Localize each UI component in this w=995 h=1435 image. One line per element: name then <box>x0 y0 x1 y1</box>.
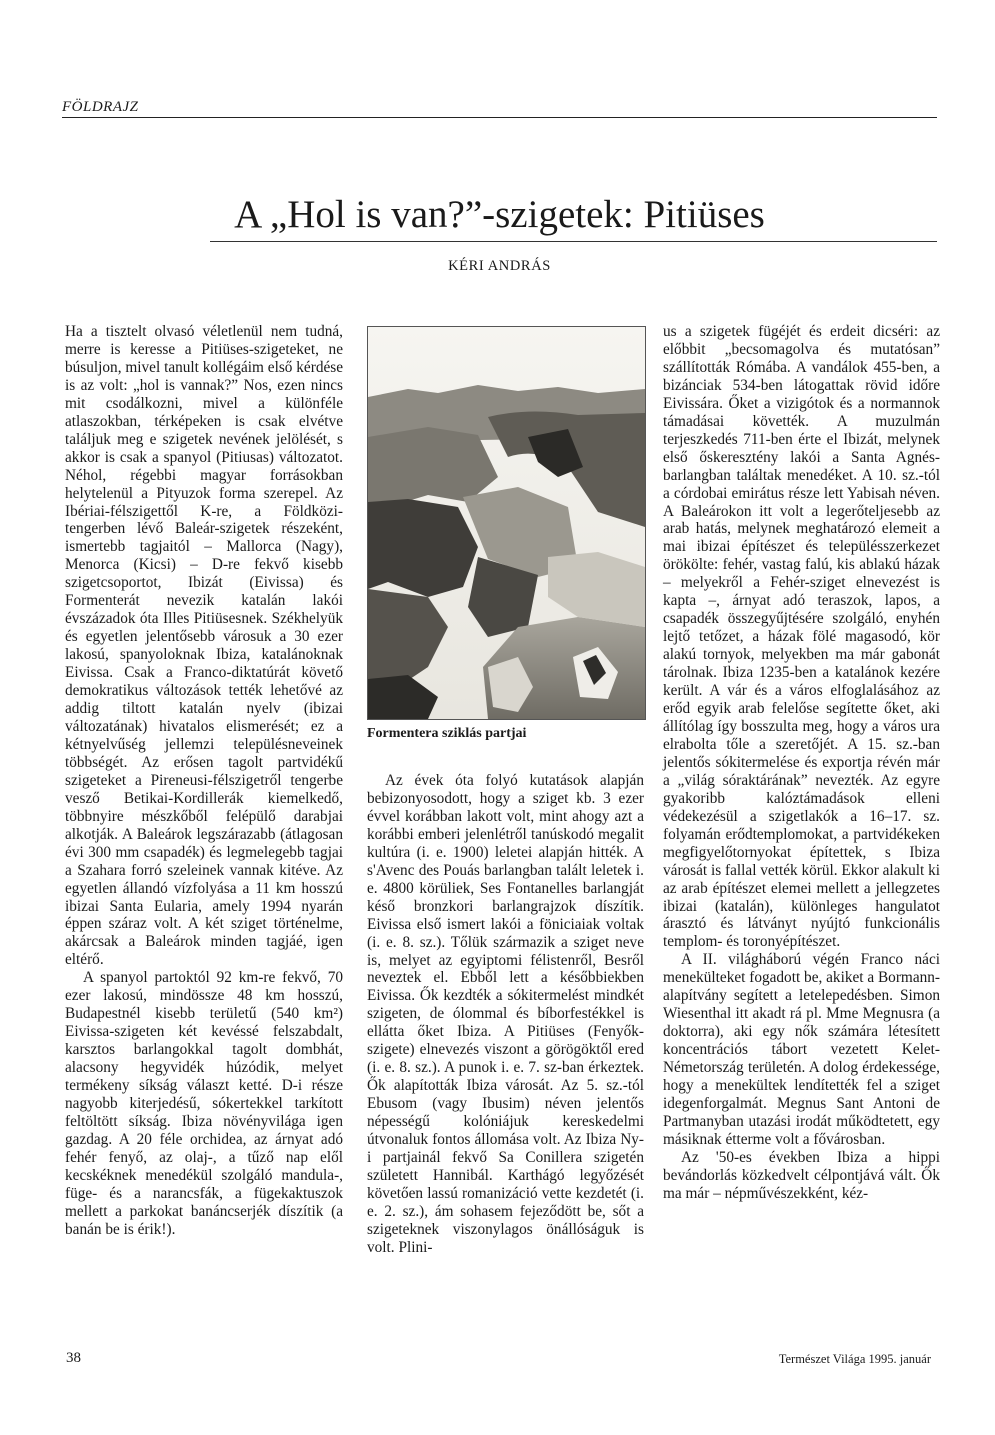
paragraph: Ha a tisztelt olvasó véletlenül nem tudná, merre is keresse a Pitiüses-szigeteket, ne búsuljon, mivel tanult kollégáim első kérdése is az volt: „hol is vannak?” Nos, ezen nincs mit csodálkozni, mivel a különféle atlaszokban, térképeken is csak elvétve találjuk meg e szigetek nevének jelölését, s akkor is csak a spanyol (Pitiusas) változatot. Néhol, régebbi magyar forrásokban helytelenül a Pityuzok forma szerepel. Az Ibériai-félszigettől K-re, a Földközi-tengerben lévő Baleár-szigetek részeként, ismertebb tagjaitól – Mallorca (Nagy), Menorca (Kicsi) – D-re fekvő kisebb szigetcsoportot, Ibizát (Eivissa) és Formenterát nevezik katalán lakói évszázadok óta Illes Pitiüsesnek. Székhelyük és egyetlen jelentősebb városuk a 30 ezer lakosú, spanyoloknak Ibiza, katalánoknak Eivissa. Csak a Franco-diktatúrát követő demokratikus változások tették lehetővé az addig tiltott katalán nyelv (ibizai változatának) hivatalos elismerését; ez a kétnyelvűség jellemzi településneveinek többségét. Az erősen tagolt partvidékű szigeteket a Pireneusi-félszigetről tengerbe vesző Betikai-Kordillerák kiemelkedő, többnyire mészkőből felépülő darabjai alkotják. A Baleárok legszárazabb (átlagosan évi 300 mm csapadék) és legmelegebb tagjai a Szahara forró szeleinek vannak kitéve. Az egyetlen állandó vízfolyása a 11 km hosszú ibizai Santa Eularia, amely 1994 nyarán éppen száraz volt. A két sziget történelme, akárcsak a Baleárok minden tagjáé, igen eltérő. <box>65 323 343 969</box>
paragraph: us a szigetek fügéjét és erdeit dicséri: az előbbit „becsomagolva és mutatósan” szállították Rómába. A vandálok 455-ben, a bizánciak 534-ben látogattak rövid időre Eivissára. Őket a vizigótok és a normannok támadásai követték. A muzulmán terjeszkedés 711-ben érte el Ibizát, melynek első őskeresztény lakói a Santa Agnés-barlangban találtak menedéket. A 10. sz.-tól a córdobai emirátus része lett Yabisah néven. A Baleárokon itt volt a legerőteljesebb az arab hatás, melynek meghatározó elemeit a mai ibizai építészet és településszerkezet örökölte: fehér, vastag falú, kis ablakú házak – melyekről a Fehér-sziget elnevezést is kapta –, árnyat adó teraszok, lapos, a csapadék összegyűjtésére szolgáló, enyhén lejtő tetőzet, a házak fölé magasodó, kör alakú tornyok, melyekben ma már gabonát tárolnak. Ibiza 1235-ben a katalánok kezére került. A vár és a város elfoglalásához az erőd egyik arab felelőse segítette őket, aki állítólag így bosszulta meg, hogy a város ura elrabolta tőle a szeretőjét. A 15. sz.-ban jelentős sókitermelése és exportja révén már a „világ sóraktárának” nevezték. Az egyre gyakoribb kalóztámadások elleni védekezésül a szigetlakók a 16–17. sz. folyamán erődtemplomokat, a partvidékeken megfigyelőtornyokat építettek, s Ibiza városát is fallal vették körül. Ekkor alakult ki az arab építészet elemei mellett a jellegzetes ibizai (katalán), különleges hangulatot árasztó és látványt nyújtó funkcionális templom- és toronyépítészet. <box>663 323 940 951</box>
paragraph: Az '50-es években Ibiza a hippi bevándorlás közkedvelt célpontjává vált. Ők ma már – népművészekként, kéz- <box>663 1148 940 1202</box>
column-3 <box>663 323 940 1203</box>
paragraph: A II. világháború végén Franco náci menekülteket fogadott be, akiket a Bormann-alapítvány segített a letelepedésben. Simon Wiesenthal itt akadt rá pl. Mme Megnusra (a doktorra), aki egy nők számára létesített koncentrációs tábort vezetett Kelet-Németország területén. A dolog érdekessége, hogy a menekültek lendítették fel a sziget idegenforgalmát. Megnus Sant Antoni de Partmanyban utazási irodát működtetett, egy másiknak étterme volt a fővárosban. <box>663 951 940 1148</box>
page-number: 38 <box>66 1350 81 1366</box>
paragraph: A spanyol partoktól 92 km-re fekvő, 70 ezer lakosú, mindössze 48 km hosszú, Budapestnél kisebb területű (540 km²) Eivissa-szigeten két kevéssé felszabdalt, karsztos barlangokkal tagolt dombhát, alacsony hegyvidék húzódik, melyet termékeny síkság választ ketté. D-i része nagyobb kiterjedésű, sókertekkel tarkított feltöltött síkság. Ibiza növényvilága igen gazdag. A 20 féle orchidea, az árnyat adó fehér fenyő, az olaj-, a tűző nap elől kecskéknek menedékül szolgáló mandula-, füge- és a narancsfák, a fügekaktuszok mellett a parkokat banáncserjék díszítik (a banán be is érik!). <box>65 969 343 1238</box>
title-rule <box>210 241 937 242</box>
article-title: A „Hol is van?”-szigetek: Pitiüses <box>234 193 765 236</box>
paragraph: Az évek óta folyó kutatások alapján bebizonyosodott, hogy a sziget kb. 3 ezer évvel korábban lakott volt, mint ahogy azt a korábbi emberi jelenlétről tanúskodó megalit kultúra (i. e. 1900) leletei alapján hitték. A s'Avenc des Pouás barlangban talált leletek i. e. 4800 körüliek, Ses Fontanelles barlangját késő bronzkori barlangrajzok díszítik. Eivissa első ismert lakói a föniciaiak voltak (i. e. 8. sz.). Tőlük származik a sziget neve is, melyet az egyiptomi félistenről, Besről neveztek el. Ebből lett a későbbiekben Eivissa. Ők kezdték a sókitermelést mindkét szigeten, de ólommal és bíborfestékkel is ellátta őket Ibiza. A Pitiüses (Fenyők-szigete) elnevezés viszont a görögöktől ered (i. e. 8. sz.). A punok i. e. 7. sz-ban érkeztek. Ők alapították Ibiza városát. Az 5. sz.-tól Ebusom (vagy Ibusim) néven jelentős népességű kolóniájuk kereskedelmi útvonaluk fontos állomása volt. Az Ibiza Ny-i partjainál fekvő Sa Conillera szigetén született Hannibál. Karthágó legyőzését követően lassú romanizáció vette kezdetét (i. e. 2. sz.), ám sohasem fejeződött be, sőt a szigeteknek viszonylagos önállóságuk is volt. Plini- <box>367 772 644 1256</box>
author-byline: KÉRI ANDRÁS <box>448 258 551 274</box>
column-1 <box>65 323 343 1239</box>
coast-photo-illustration <box>368 327 645 719</box>
photo-formentera-coast <box>367 326 646 720</box>
photo-caption: Formentera sziklás partjai <box>367 726 527 741</box>
header-rule <box>62 117 937 118</box>
journal-footer: Természet Világa 1995. január <box>778 1352 931 1366</box>
section-label: FÖLDRAJZ <box>62 99 139 115</box>
column-2 <box>367 772 644 1257</box>
